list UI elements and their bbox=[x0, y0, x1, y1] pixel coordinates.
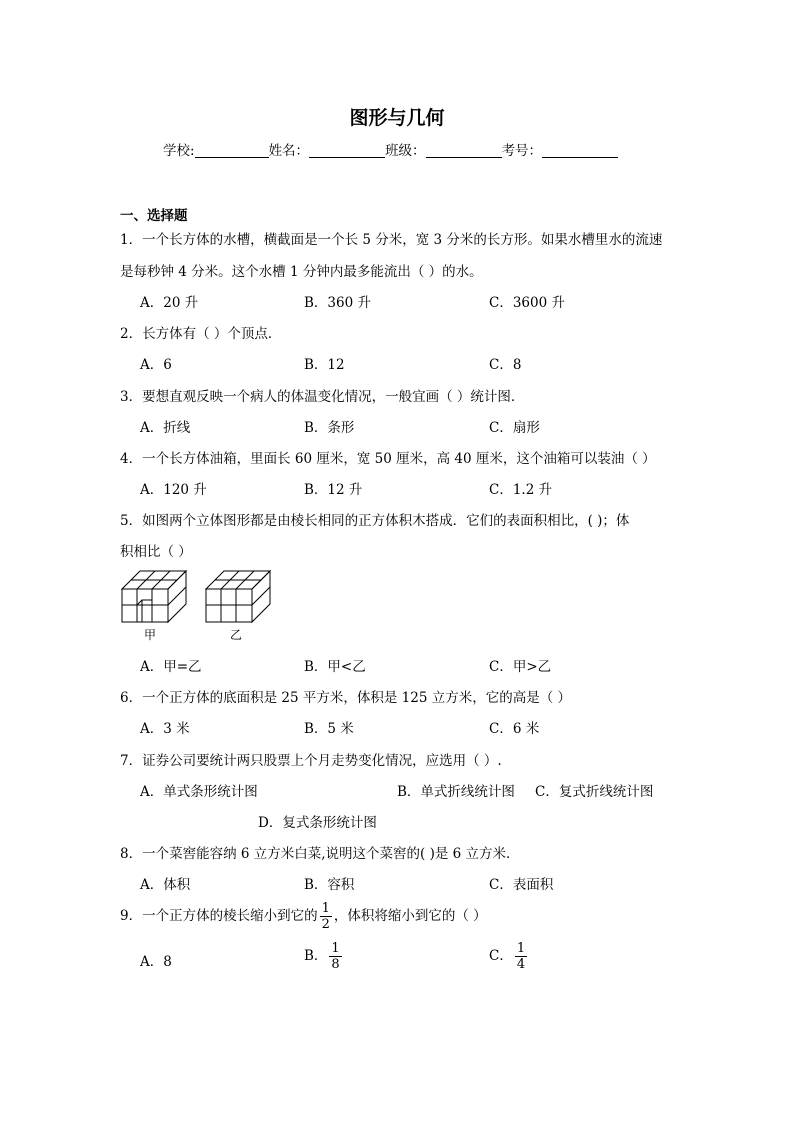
question-9 bbox=[120, 902, 487, 931]
q1-option-a[interactable]: A．20 升 bbox=[140, 295, 199, 311]
figure-yi-label: 乙 bbox=[230, 628, 243, 642]
figure-jia-cubes bbox=[120, 570, 188, 626]
question-7: 7．证券公司要统计两只股票上个月走势变化情况，应选用（ ）. bbox=[120, 753, 502, 769]
question-8: 8．一个菜窖能容纳 6 立方米白菜,说明这个菜窖的( )是 6 立方米． bbox=[120, 846, 520, 862]
question-3: 3．要想直观反映一个病人的体温变化情况，一般宜画（ ）统计图． bbox=[120, 389, 525, 405]
section-title: 一、选择题 bbox=[120, 208, 188, 224]
q4-option-b[interactable]: B．12 升 bbox=[304, 482, 363, 498]
q5-option-b[interactable]: B．甲<乙 bbox=[304, 659, 366, 675]
figure-yi-cubes bbox=[204, 570, 272, 626]
fraction-one-quarter: $\frac{1}{4}$ bbox=[516, 941, 526, 972]
class-blank[interactable] bbox=[426, 143, 502, 158]
q9-option-c[interactable]: C． $\frac{1}{4}$ bbox=[489, 941, 526, 972]
school-blank[interactable] bbox=[195, 143, 269, 158]
q9-option-b[interactable]: B． $\frac{1}{8}$ bbox=[304, 941, 340, 972]
q6-option-a[interactable]: A．3 米 bbox=[140, 721, 190, 737]
name-blank[interactable] bbox=[309, 143, 385, 158]
q3-option-b[interactable]: B．条形 bbox=[304, 420, 355, 436]
figure-jia-label: 甲 bbox=[144, 628, 157, 642]
q5-option-c[interactable]: C．甲>乙 bbox=[489, 659, 552, 675]
question-9-text-b: ，体积将缩小到它的（ ） bbox=[333, 908, 487, 924]
question-9-text-a: 9．一个正方体的棱长缩小到它的 bbox=[120, 908, 318, 924]
question-1-line2: 是每秒钟 4 分米。这个水槽 1 分钟内最多能流出（ ）的水。 bbox=[120, 264, 483, 280]
q2-option-a[interactable]: A．6 bbox=[140, 357, 172, 373]
q1-option-c[interactable]: C．3600 升 bbox=[489, 295, 565, 311]
exam-no-blank[interactable] bbox=[542, 143, 618, 158]
q1-option-b[interactable]: B．360 升 bbox=[304, 295, 371, 311]
q7-option-a[interactable]: A．单式条形统计图 bbox=[140, 784, 258, 800]
q7-option-c[interactable]: C．复式折线统计图 bbox=[535, 784, 654, 800]
q6-option-c[interactable]: C．6 米 bbox=[489, 721, 540, 737]
question-4: 4．一个长方体油箱，里面长 60 厘米，宽 50 厘米，高 40 厘米，这个油箱可以装油（ ） bbox=[120, 451, 656, 467]
page-title: 图形与几何 bbox=[349, 107, 445, 129]
q2-option-c[interactable]: C．8 bbox=[489, 357, 522, 373]
q4-option-c[interactable]: C．1.2 升 bbox=[489, 482, 553, 498]
question-2: 2．长方体有（ ）个顶点． bbox=[120, 326, 282, 342]
fraction-one-half: $\frac{1}{2}$ bbox=[321, 901, 330, 932]
class-label: 班级： bbox=[385, 143, 426, 159]
q8-option-b[interactable]: B．容积 bbox=[304, 877, 355, 893]
q5-option-a[interactable]: A．甲=乙 bbox=[140, 659, 202, 675]
question-5-line2: 积相比（ ） bbox=[120, 544, 192, 560]
q8-option-a[interactable]: A．体积 bbox=[140, 877, 191, 893]
question-5-line1: 5．如图两个立体图形都是由棱长相同的正方体积木搭成．它们的表面积相比，( )；体 bbox=[120, 513, 630, 529]
question-1-line1: 1．一个长方体的水槽，横截面是一个长 5 分米，宽 3 分米的长方形。如果水槽里水的流速 bbox=[120, 232, 663, 248]
q6-option-b[interactable]: B．5 米 bbox=[304, 721, 354, 737]
school-label: 学校: bbox=[163, 143, 195, 159]
student-info-line bbox=[163, 139, 618, 159]
q7-option-d[interactable]: D．复式条形统计图 bbox=[258, 815, 377, 831]
q4-option-a[interactable]: A．120 升 bbox=[140, 482, 207, 498]
q7-option-b[interactable]: B．单式折线统计图 bbox=[397, 784, 515, 800]
name-label: 姓名： bbox=[268, 143, 310, 159]
q8-option-c[interactable]: C．表面积 bbox=[489, 877, 554, 893]
fraction-one-eighth: $\frac{1}{8}$ bbox=[331, 941, 340, 972]
exam-no-label: 考号： bbox=[501, 143, 543, 159]
q9-option-a[interactable]: A．8 bbox=[140, 954, 172, 970]
q2-option-b[interactable]: B．12 bbox=[304, 357, 345, 373]
q3-option-c[interactable]: C．扇形 bbox=[489, 420, 540, 436]
q3-option-a[interactable]: A．折线 bbox=[140, 420, 191, 436]
question-6: 6．一个正方体的底面积是 25 平方米，体积是 125 立方米，它的高是（ ） bbox=[120, 690, 571, 706]
